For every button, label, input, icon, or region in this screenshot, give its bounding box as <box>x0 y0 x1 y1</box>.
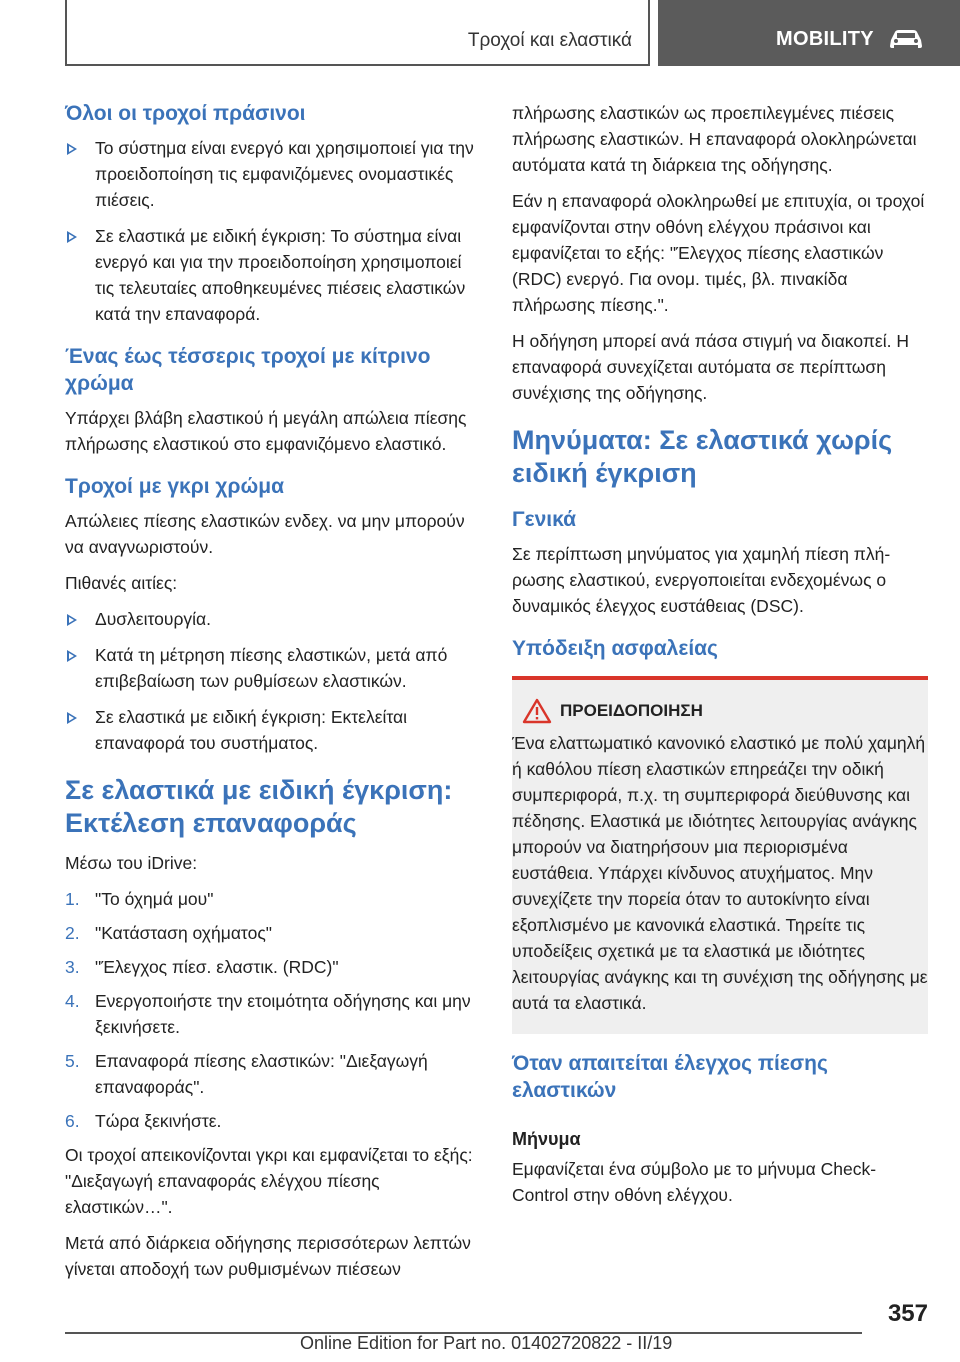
paragraph-after-reset-2: Μετά από διάρκεια οδήγησης περισσότερων λεπτών γίνεται αποδοχή των ρυθμισμένων πιέσεων <box>65 1233 471 1279</box>
list-item: Κατά τη μέτρηση πίεσης ελαστικών, μετά από επιβεβαίωση των ρυθμίσεων ελαστικών. <box>65 642 478 694</box>
paragraph-via-idrive: Μέσω του iDrive: <box>65 853 198 873</box>
triangle-bullet-icon <box>67 614 77 626</box>
paragraph-continued-3: Η οδήγηση μπορεί ανά πάσα στιγμή να διακοπεί. Η επαναφορά συνεχίζεται αυτόματα σε περίπτωση συνέχισης της οδήγησης. <box>512 331 909 403</box>
warning-triangle-icon <box>522 698 552 724</box>
warning-title: ΠΡΟΕΙΔΟΠΟΙΗΣΗ <box>560 701 703 720</box>
reset-steps <box>65 886 478 1134</box>
footer-edition: Online Edition for Part no. 01402720822 - II/19 <box>300 1333 673 1353</box>
step-item: 5. Επαναφορά πίεσης ελαστικών: "Διεξαγωγή επαναφοράς". <box>65 1051 428 1097</box>
warning-text: Ένα ελαττωματικό κανονικό ελαστικό με πολύ χαμηλή ή καθόλου πίεση ελαστικών επηρεάζει την οδική συμπεριφορά, π.χ. τη συμπεριφορά διεύθυνσης και πέδησης. Ελαστικά με ιδιότητες λειτουργίας ανάγκης μπορούν να διατηρήσουν μια περιορισμένα ευστάθεια. Υπάρχει κίνδυνος ατυχήματος. Μην συνεχίζετε την πορεία όταν το αυτοκίνητο είναι εξοπλισμένο με κανονικά ελαστικά. Τηρείτε τις υποδείξεις σχετικά με τα ελαστικά με ιδιότητες λειτουργίας ανάγκης και τη συνέχιση της οδήγησης με αυτά τα ελαστικά. <box>512 733 928 1013</box>
step-item: 3. "Έλεγχος πίεσ. ελαστικ. (RDC)" <box>65 957 339 977</box>
right-column <box>512 100 928 1218</box>
heading-when-check: Όταν απαιτείται έλεγχος πίεσης ελαστικών <box>512 1052 828 1102</box>
header-chapter-box <box>65 0 650 66</box>
car-icon <box>888 28 924 50</box>
heading-safety: Υπόδειξη ασφαλείας <box>512 637 718 660</box>
heading-yellow: Ένας έως τέσσερις τροχοί με κίτρινο χρώμα <box>65 345 431 395</box>
triangle-bullet-icon <box>67 143 77 155</box>
section-tab <box>658 0 960 66</box>
heading-general: Γενικά <box>512 508 577 531</box>
step-item: 4. Ενεργοποιήστε την ετοιμότητα οδήγησης και μην ξεκινήσετε. <box>65 991 471 1037</box>
heading-reset: Σε ελαστικά με ειδική έγκριση: Εκτέλεση επαναφοράς <box>65 775 453 838</box>
list-item: Δυσλειτουργία. <box>65 606 478 632</box>
paragraph-yellow: Υπάρχει βλάβη ελαστικού ή μεγάλη απώλεια πίεσης πλήρωσης ελαστικού στο εμφανιζόμενο ελαστικό. <box>65 408 467 454</box>
green-bullets <box>65 135 478 327</box>
paragraph-gray: Απώλειες πίεσης ελαστικών ενδεχ. να μην μπορούν να αναγνωριστούν. <box>65 511 465 557</box>
paragraph-causes: Πιθανές αιτίες: <box>65 573 178 593</box>
list-item: Σε ελαστικά με ειδική έγκριση: Εκτελείται επαναφορά του συστήματος. <box>65 704 478 756</box>
heading-gray: Τροχοί με γκρι χρώμα <box>65 475 284 498</box>
heading-all-green: Όλοι οι τροχοί πράσινοι <box>65 102 306 125</box>
triangle-bullet-icon <box>67 231 77 243</box>
list-item: Το σύστημα είναι ενεργό και χρησιμοποιεί για την προειδοποίηση τις εμφανιζόμενες ονομαστικές πιέσεις. <box>65 135 478 213</box>
step-item: 2. "Κατάσταση οχήματος" <box>65 923 272 943</box>
warning-box <box>512 676 928 1034</box>
triangle-bullet-icon <box>67 712 77 724</box>
warning-header <box>512 698 928 726</box>
paragraph-continued-2: Εάν η επαναφορά ολοκληρωθεί με επιτυχία, οι τροχοί εμφανίζονται στην οθόνη ελέγχου πράσινοι και εμφανίζεται το εξής: "Έλεγχος πίεσης ελαστικών (RDC) ενεργό. Για ονομ. τιμές, βλ. πινακίδα πλήρωσης πίεσης.". <box>512 191 925 315</box>
triangle-bullet-icon <box>67 650 77 662</box>
cause-bullets <box>65 606 478 756</box>
section-tab-label: MOBILITY <box>776 28 874 50</box>
left-column <box>65 100 478 1292</box>
list-item: Σε ελαστικά με ειδική έγκριση: Το σύστημα είναι ενεργό και για την προειδοποίηση χρησιμοποιεί τις τελευταίες αποθηκευμένες πιέσεις ελαστικών κατά την επαναφορά. <box>65 223 478 327</box>
step-item: 1. "Το όχημά μου" <box>65 889 214 909</box>
paragraph-general: Σε περίπτωση μηνύματος για χαμηλή πίεση πλήρωσης ελαστικού, ενεργοποιείται ενδεχομένως ο δυναμικός έλεγχος ευστάθειας (DSC). <box>512 544 891 616</box>
paragraph-message: Εμφανίζεται ένα σύμβολο με το μήνυμα Check-Control στην οθόνη ελέγχου. <box>512 1159 877 1205</box>
heading-messages: Μηνύματα: Σε ελαστικά χωρίς ειδική έγκριση <box>512 425 893 488</box>
heading-message: Μήνυμα <box>512 1129 581 1149</box>
step-item: 6. Τώρα ξεκινήστε. <box>65 1111 222 1131</box>
page-number: 357 <box>887 1300 928 1327</box>
paragraph-continued-1: πλήρωσης ελαστικών ως προεπιλεγμένες πιέσεις πλήρωσης ελαστικών. Η επαναφορά ολοκληρώνεται αυτόματα κατά τη διάρκεια της οδήγησης. <box>512 103 917 175</box>
chapter-title: Τροχοί και ελαστικά <box>467 30 632 51</box>
paragraph-after-reset-1: Οι τροχοί απεικονίζονται γκρι και εμφανίζεται το εξής: "Διεξαγωγή επαναφοράς ελέγχου πίεσης ελαστικών…". <box>65 1145 473 1217</box>
